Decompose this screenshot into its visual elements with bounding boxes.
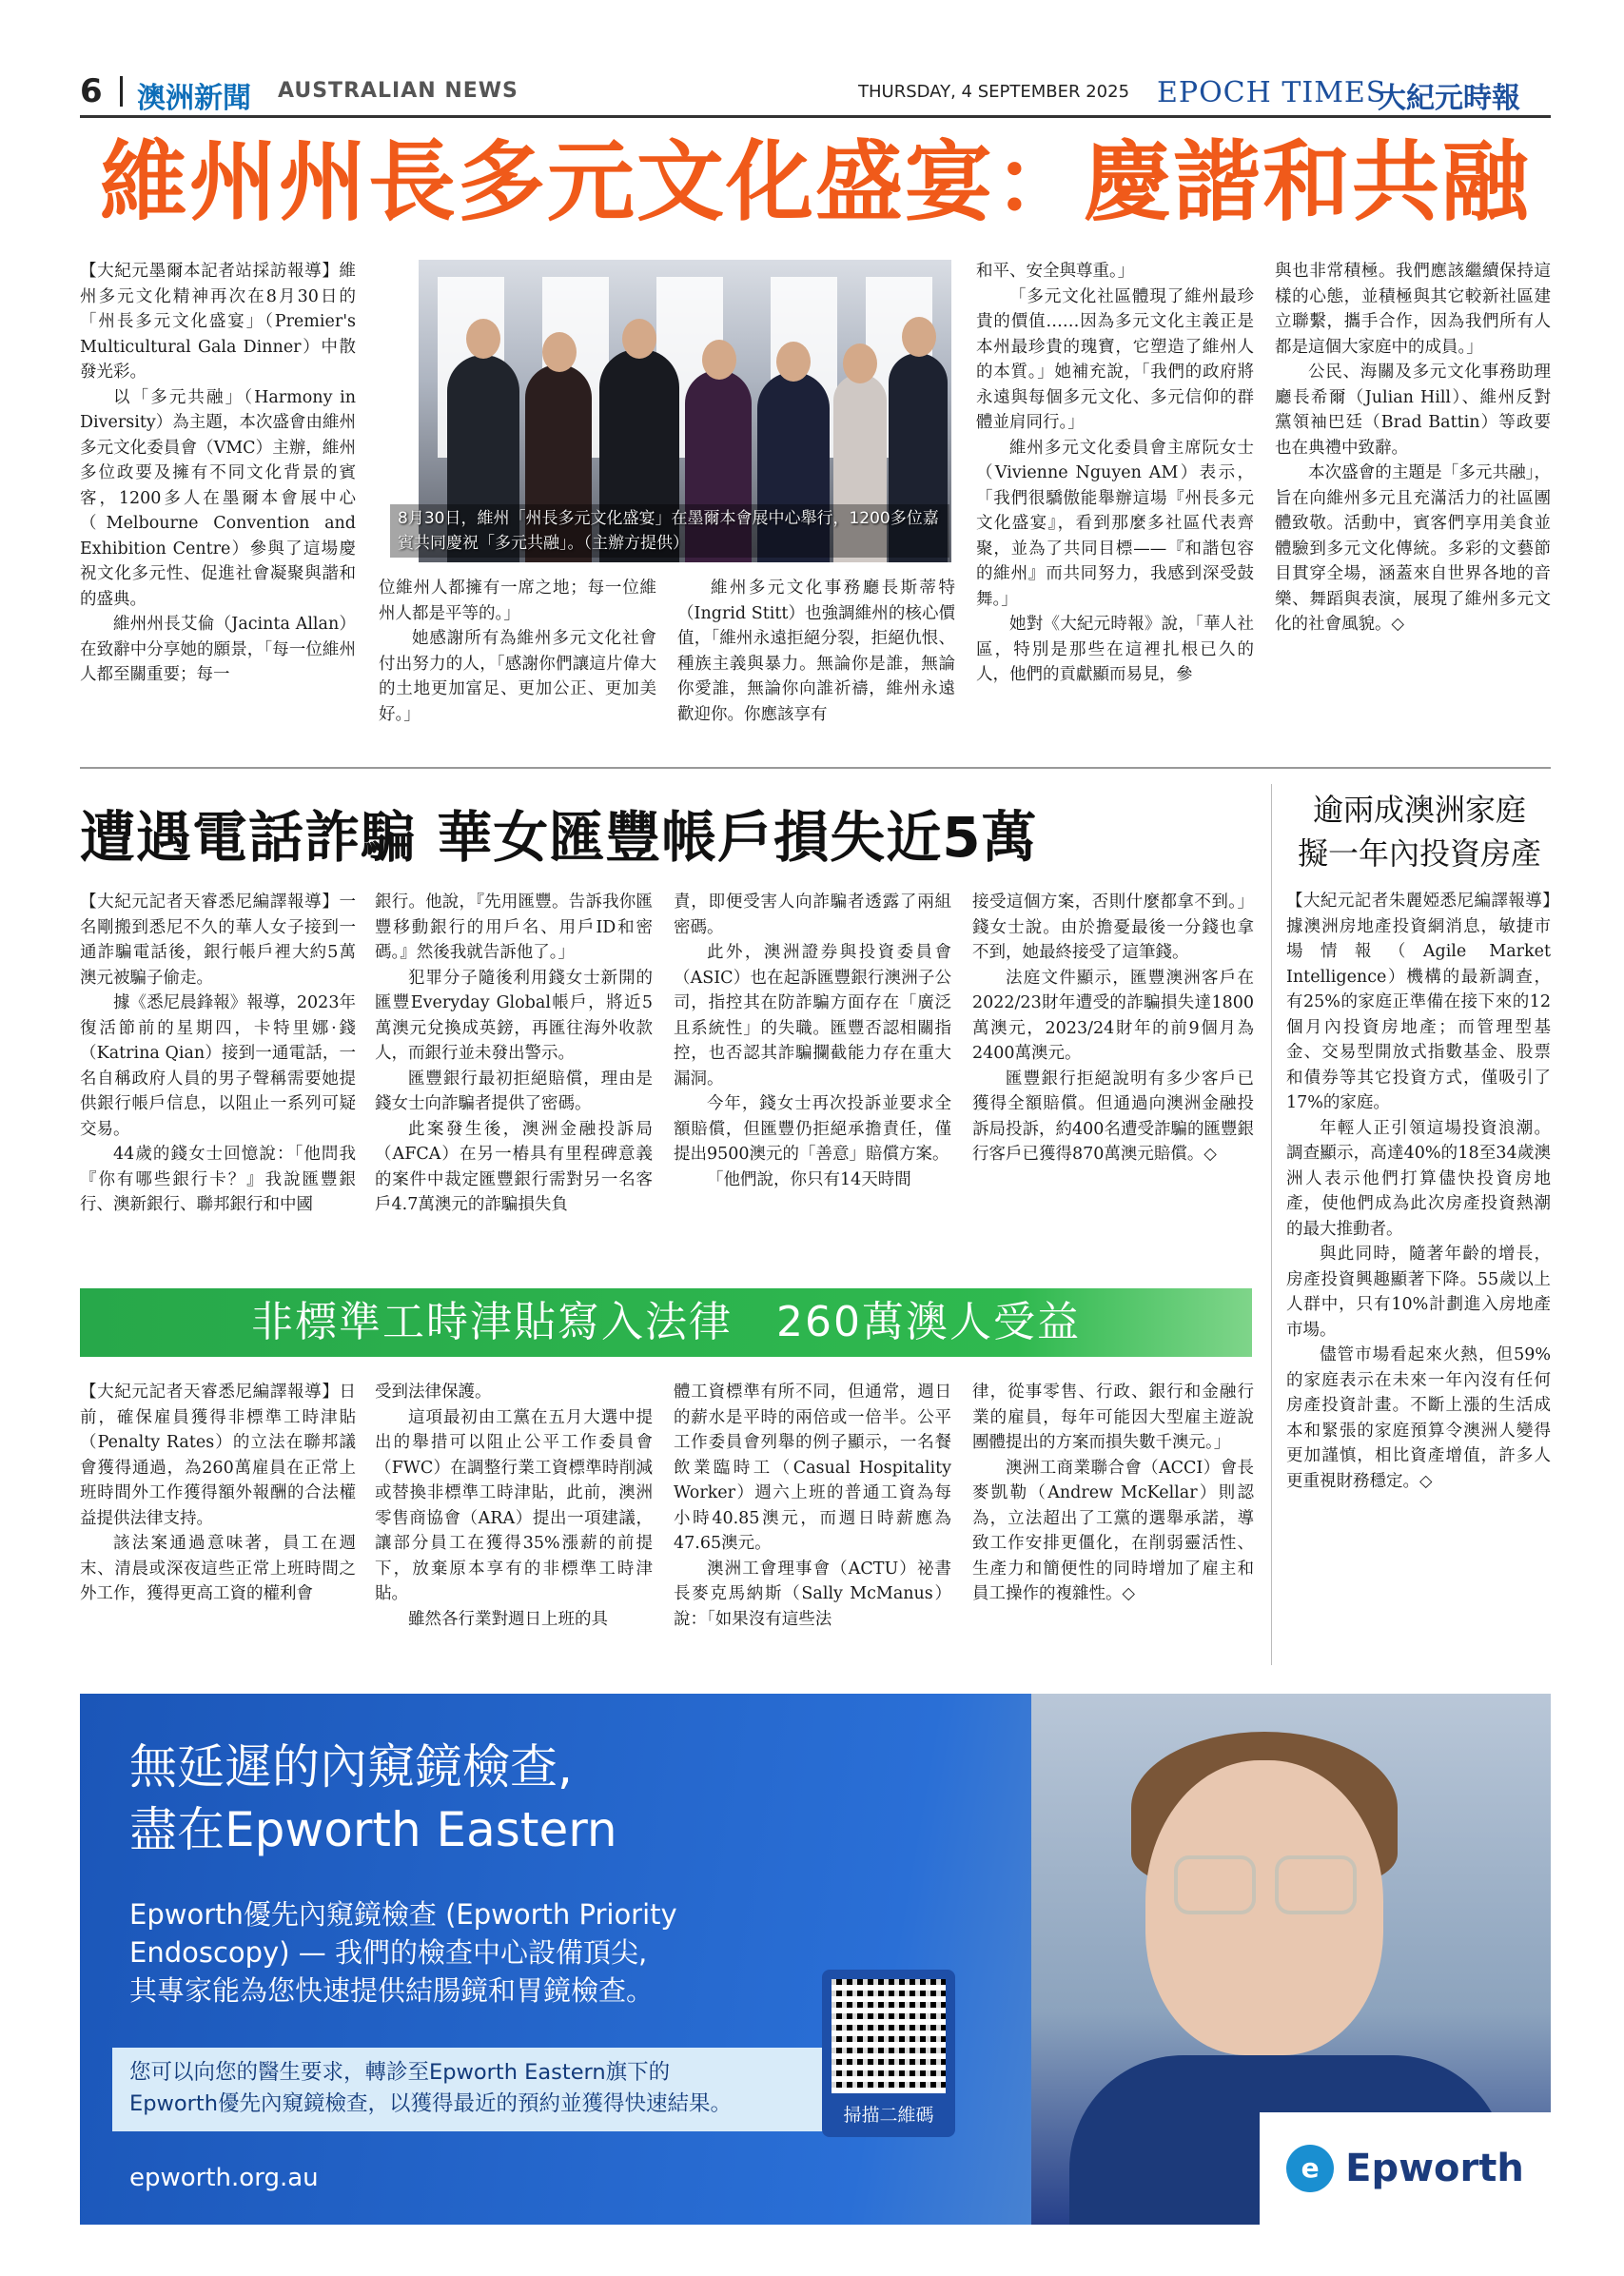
article2-paragraph: 匯豐銀行拒絕說明有多少客戶已獲得全額賠償。但通過向澳洲金融投訴局投訴，約400名遭受詐騙的匯豐銀行客戶已獲得870萬澳元賠償。◇	[972, 1069, 1254, 1164]
article3-paragraph: 澳洲工會理事會（ACTU）祕書長麥克馬納斯（Sally McManus）說：「如果沒有這些法	[674, 1559, 951, 1629]
article2-paragraph: 責，即便受害人向詐騙者透露了兩組密碼。	[674, 893, 951, 937]
article1-paragraph: 維州多元文化事務廳長斯蒂特（Ingrid Stitt）也強調維州的核心價值，「維州永遠拒絕分裂，拒絕仇恨、種族主義與暴力。無論你是誰，無論你愛誰，無論你向誰祈禱，維州永遠歡迎你。你應該享有	[677, 579, 955, 724]
article1-paragraph: 【大紀元墨爾本記者站採訪報導】維州多元文化精神再次在8月30日的「州長多元文化盛宴」（Premier's Multicultural Gala Dinner）中散發光彩。	[80, 262, 356, 382]
ad-referral-line: Epworth優先內窺鏡檢查，以獲得最近的預約並獲得快速結果。	[129, 2091, 733, 2116]
qr-code-label: 掃描二維碼	[843, 2105, 934, 2126]
ad-description	[129, 1895, 852, 2010]
ad-website-link[interactable]: epworth.org.au	[129, 2164, 319, 2192]
ad-glasses-icon	[1174, 1855, 1256, 1914]
article3-paragraph: 該法案通過意味著，員工在週末、清晨或深夜這些正常上班時間之外工作，獲得更高工資的權利會	[80, 1534, 356, 1603]
article2-paragraph: 【大紀元記者天睿悉尼編譯報導】一名剛搬到悉尼不久的華人女子接到一通詐騙電話後，銀行帳戶裡大約5萬澳元被騙子偷走。	[80, 893, 356, 988]
article2-paragraph: 44歲的錢女士回憶說：「他問我『你有哪些銀行卡？』我說匯豐銀行、澳新銀行、聯邦銀行和中國	[80, 1145, 356, 1214]
section-title-en: AUSTRALIAN NEWS	[278, 79, 519, 103]
photo-head	[902, 317, 936, 357]
article3-paragraph: 律，從事零售、行政、銀行和金融行業的雇員，每年可能因大型雇主遊說團體提出的方案而損失數千澳元。」	[972, 1383, 1254, 1452]
photo-head	[542, 332, 577, 372]
sidebar-body	[1286, 889, 1551, 1669]
article1-column-4	[976, 259, 1254, 754]
section-title-zh: 澳洲新聞	[137, 82, 251, 115]
epworth-logo-icon: e	[1286, 2145, 1334, 2192]
ad-title	[129, 1736, 986, 1861]
article3-paragraph: 【大紀元記者天睿悉尼編譯報導】日前，確保雇員獲得非標準工時津貼（Penalty Rates）的立法在聯邦議會獲得通過，為260萬雇員在正常上班時間外工作獲得額外報酬的合法權益提供法律支持。	[80, 1383, 356, 1528]
article1-headline: 維州州長多元文化盛宴：慶諧和共融	[99, 130, 1531, 233]
article3-paragraph: 這項最初由工黨在五月大選中提出的舉措可以阻止公平工作委員會（FWC）在調整行業工資標準時削減或替換非標準工時津貼，此前，澳洲零售商協會（ARA）提出一項建議，讓部分員工在獲得35%漲薪的前提下，放棄原本享有的非標準工時津貼。	[375, 1407, 653, 1603]
article3-paragraph: 體工資標準有所不同，但通常，週日的薪水是平時的兩倍或一倍半。公平工作委員會列舉的例子顯示，一名餐飲業臨時工（Casual Hospitality Worker）週六上班的普通工資為每小時40.85澳元，而週日時薪應為47.65澳元。	[674, 1383, 951, 1553]
sidebar-paragraph: 【大紀元記者朱麗婭悉尼編譯報導】據澳洲房地產投資網消息，敏捷市場情報（Agile Market Intelligence）機構的最新調查，有25%的家庭正準備在接下來的12個月內投資房地產；而管理型基金、交易型開放式指數基金、股票和債券等其它投資方式，僅吸引了17%的家庭。	[1286, 892, 1551, 1112]
section-divider	[80, 767, 1551, 769]
photo-caption: 8月30日，維州「州長多元文化盛宴」在墨爾本會展中心舉行，1200多位嘉賓共同慶祝「多元共融」。（主辦方提供）	[390, 504, 949, 558]
ad-description-line: Epworth優先內窺鏡檢查 (Epworth Priority	[129, 1898, 677, 1931]
ad-referral-box	[112, 2048, 892, 2131]
article1-column-3	[677, 576, 955, 755]
article1-paragraph: 她對《大紀元時報》說，「華人社區，特別是那些在這裡扎根已久的人，他們的貢獻顯而易見，參	[976, 615, 1254, 684]
ad-referral-line: 您可以向您的醫生要求，轉診至Epworth Eastern旗下的	[129, 2060, 671, 2085]
article2-paragraph: 犯罪分子隨後利用錢女士新開的匯豐Everyday Global帳戶，將近5萬澳元兌換成英鎊，再匯往海外收款人，而銀行並未發出警示。	[375, 968, 653, 1063]
masthead	[80, 70, 1551, 118]
epworth-logo-text: Epworth	[1345, 2147, 1524, 2190]
photo-head	[466, 319, 500, 359]
article2-column-4	[972, 890, 1254, 1274]
article3-paragraph: 澳洲工商業聯合會（ACCI）會長麥凱勒（Andrew McKellar）則認為，立法超出了工黨的選舉承諾，導致工作安排更僵化，在削弱靈活性、生產力和簡便性的同時增加了雇主和員工操作的複雜性。◇	[972, 1458, 1254, 1603]
article2-paragraph: 此案發生後，澳洲金融投訴局（AFCA）在另一樁具有里程碑意義的案件中裁定匯豐銀行需對另一名客戶4.7萬澳元的詐騙損失負	[375, 1119, 653, 1214]
article1-paragraph: 位維州人都擁有一席之地；每一位維州人都是平等的。」	[379, 579, 656, 623]
article1-paragraph: 「多元文化社區體現了維州最珍貴的價值……因為多元文化主義正是本州最珍貴的瑰寶，它塑造了維州人的本質。」她補充說，「我們的政府將永遠與每個多元文化、多元信仰的群體並肩同行。」	[976, 286, 1254, 432]
article2-column-3	[674, 890, 951, 1274]
article3-paragraph: 雖然各行業對週日上班的具	[408, 1609, 608, 1629]
article2-column-1	[80, 890, 356, 1274]
masthead-divider	[120, 76, 123, 107]
article1-column-5	[1275, 259, 1551, 754]
ad-description-line: 其專家能為您快速提供結腸鏡和胃鏡檢查。	[129, 1974, 655, 2007]
article2-column-2	[375, 890, 653, 1274]
article1-paragraph: 公民、海關及多元文化事務助理廳長希爾（Julian Hill）、維州反對黨領袖巴廷（Brad Battin）等政要也在典禮中致辭。	[1275, 363, 1551, 458]
brand-logo-zh: 大紀元時報	[1378, 82, 1520, 115]
article3-column-4	[972, 1380, 1254, 1665]
article2-headline: 遭遇電話詐騙 華女匯豐帳戶損失近5萬	[80, 805, 1038, 870]
article2-paragraph: 據《悉尼晨鋒報》報導，2023年復活節前的星期四，卡特里娜·錢（Katrina Qian）接到一通電話，一名自稱政府人員的男子聲稱需要她提供銀行帳戶信息，以阻止一系列可疑交易。	[80, 993, 356, 1139]
article1-paragraph: 以「多元共融」（Harmony in Diversity）為主題，本次盛會由維州多元文化委員會（VMC）主辦，維州多位政要及擁有不同文化背景的賓客，1200多人在墨爾本會展中心（Melbourne Convention and Exhibition Centre）參與了這場慶祝文化多元性、促進社會凝聚與諧和的盛典。	[80, 387, 356, 609]
sidebar-paragraph: 儘管市場看起來火熱，但59%的家庭表示在未來一年內沒有任何房產投資計畫。不斷上漲的生活成本和緊張的家庭預算令澳洲人變得更加謹慎，相比資產增值，許多人更重視財務穩定。◇	[1286, 1345, 1551, 1491]
brand-logo-en: EPOCH TIMES	[1157, 76, 1387, 109]
sidebar-headline-line: 逾兩成澳洲家庭	[1312, 792, 1526, 828]
article1-column-2	[379, 576, 656, 755]
photo-head	[843, 343, 877, 383]
article1-paragraph: 和平、安全與尊重。」	[976, 262, 1135, 281]
article1-column-1	[80, 259, 356, 754]
photo-head	[622, 319, 656, 359]
page-number: 6	[80, 72, 103, 110]
photo-head	[702, 340, 736, 380]
ad-description-line: Endoscopy) — 我們的檢查中心設備頂尖,	[129, 1936, 648, 1969]
article3-paragraph: 受到法律保護。	[375, 1383, 492, 1402]
article1-paragraph: 她感謝所有為維州多元文化社會付出努力的人，「感謝你們讓這片偉大的土地更加富足、更加公正、更加美好。」	[379, 629, 656, 724]
sidebar-paragraph: 年輕人正引領這場投資浪潮。調查顯示，高達40%的18至34歲澳洲人表示他們打算儘快投資房地產，使他們成為此次房產投資熱潮的最大推動者。	[1286, 1118, 1551, 1239]
article2-paragraph: 匯豐銀行最初拒絕賠償，理由是錢女士向詐騙者提供了密碼。	[375, 1069, 653, 1113]
article3-headline-banner: 非標準工時津貼寫入法律 260萬澳人受益	[80, 1288, 1252, 1357]
qr-code[interactable]	[822, 1970, 955, 2137]
photo-head	[776, 342, 811, 382]
epworth-logo	[1260, 2112, 1551, 2225]
article1-paragraph: 維州州長艾倫（Jacinta Allan）在致辭中分享她的願景，「每一位維州人都至關重要；每一	[80, 615, 356, 684]
ad-title-line: 盡在Epworth Eastern	[129, 1802, 617, 1857]
article3-column-3	[674, 1380, 951, 1665]
issue-date: THURSDAY, 4 SEPTEMBER 2025	[858, 82, 1130, 102]
article2-paragraph: 接受這個方案，否則什麼都拿不到。」錢女士說。由於擔憂最後一分錢也拿不到，她最終接受了這筆錢。	[972, 893, 1254, 962]
sidebar-headline-line: 擬一年內投資房產	[1297, 835, 1541, 872]
article3-column-1	[80, 1380, 356, 1665]
sidebar-paragraph: 與此同時，隨著年齡的增長，房產投資興趣顯著下降。55歲以上人群中，只有10%計劃進入房地產市場。	[1286, 1245, 1551, 1340]
article2-paragraph: 今年，錢女士再次投訴並要求全額賠償，但匯豐仍拒絕承擔責任，僅提出9500澳元的「善意」賠償方案。	[674, 1094, 951, 1164]
article1-paragraph: 本次盛會的主題是「多元共融」，旨在向維州多元且充滿活力的社區團體致敬。活動中，賓客們享用美食並體驗到多元文化傳統。多彩的文藝節目貫穿全場，涵蓋來自世界各地的音樂、舞蹈與表演，展現了維州多元文化的社會風貌。◇	[1275, 463, 1551, 634]
ad-title-line: 無延遲的內窺鏡檢查,	[129, 1739, 573, 1795]
ad-glasses-icon	[1275, 1855, 1357, 1914]
sidebar-headline	[1286, 788, 1553, 875]
article3-column-2	[375, 1380, 653, 1665]
article2-paragraph: 此外，澳洲證券與投資委員會（ASIC）也在起訴匯豐銀行澳洲子公司，指控其在防詐騙方面存在「廣泛且系統性」的失職。匯豐否認相關指控，也否認其詐騙攔截能力存在重大漏洞。	[674, 943, 951, 1089]
qr-code-icon	[832, 1979, 946, 2093]
article2-paragraph: 銀行。他說，『先用匯豐。告訴我你匯豐移動銀行的用戶名、用戶ID和密碼。』然後我就告訴他了。」	[375, 893, 653, 962]
epworth-advertisement[interactable]	[80, 1694, 1551, 2225]
sidebar-divider	[1271, 784, 1272, 1665]
article1-paragraph: 與也非常積極。我們應該繼續保持這樣的心態，並積極與其它較新社區建立聯繫，攜手合作，因為我們所有人都是這個大家庭中的成員。」	[1275, 262, 1551, 357]
article2-paragraph: 法庭文件顯示，匯豐澳洲客戶在2022/23財年遭受的詐騙損失達1800萬澳元，2023/24財年的前9個月為2400萬澳元。	[972, 968, 1254, 1063]
article1-paragraph: 維州多元文化委員會主席阮女士（Vivienne Nguyen AM）表示，「我們很驕傲能舉辦這場『州長多元文化盛宴』，看到那麼多社區代表齊聚，並為了共同目標——『和諧包容的維州』而共同努力，我感到深受鼓舞。」	[976, 438, 1254, 609]
article2-paragraph: 「他們說，你只有14天時間	[707, 1169, 911, 1189]
